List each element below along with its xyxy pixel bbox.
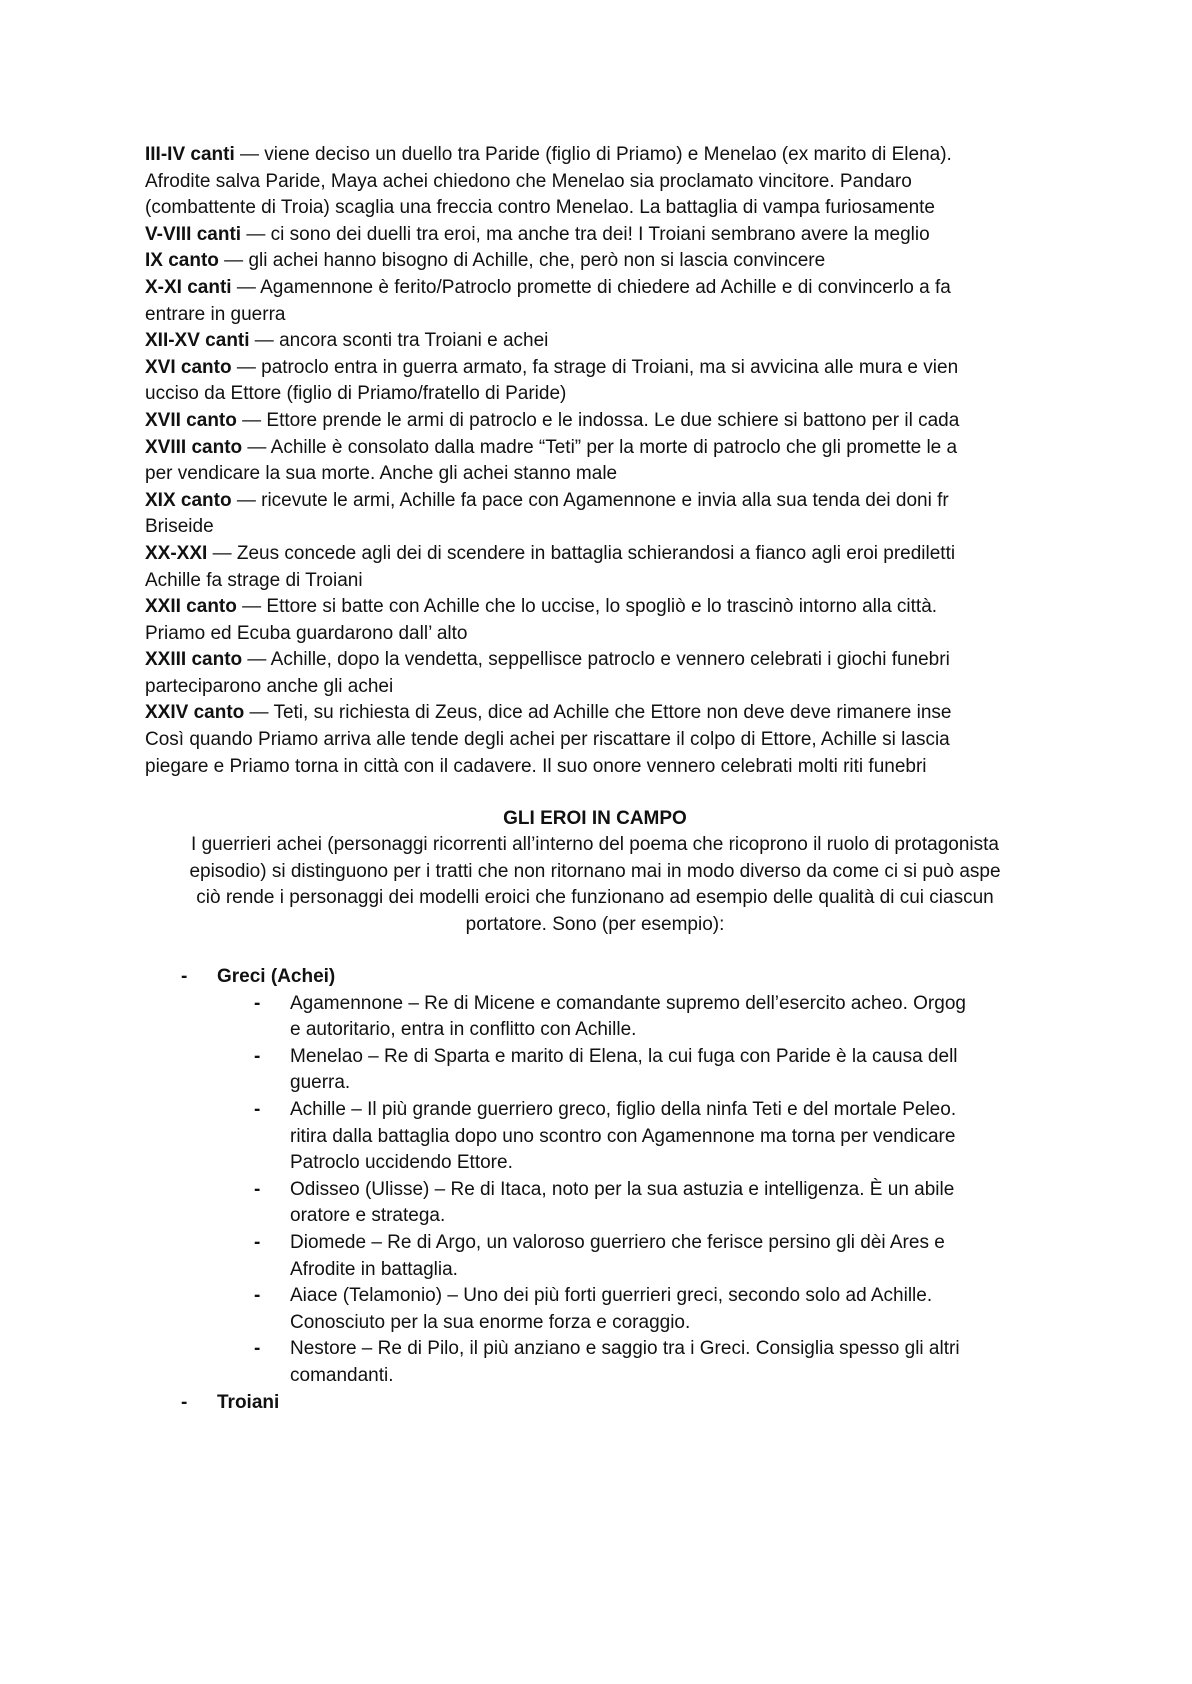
canti-line: [145, 461, 1045, 488]
bullet-dash: -: [254, 1045, 261, 1067]
item-line: ritira dalla battaglia dopo uno scontro con Agamennone ma torna per vendicare: [290, 1125, 956, 1147]
bullet-dash: -: [254, 1178, 261, 1200]
list-item-greci: [0, 964, 1192, 991]
item-line: Agamennone – Re di Micene e comandante supremo dell’esercito acheo. Orgog: [290, 992, 966, 1014]
bullet-dash: -: [181, 966, 188, 987]
bullet-dash: -: [254, 992, 261, 1014]
item-line: Odisseo (Ulisse) – Re di Itaca, noto per la sua astuzia e intelligenza. È un abile: [290, 1178, 955, 1200]
greci-label: Greci (Achei): [217, 966, 336, 987]
canti-line: [145, 195, 1045, 222]
canto-label: XX-XXI: [145, 542, 208, 564]
bullet-dash: -: [254, 1338, 261, 1360]
canto-label: X-XI canti: [145, 276, 232, 298]
canto-label: XXIII canto: [145, 649, 243, 671]
canti-line: [145, 621, 1045, 648]
item-line: Nestore – Re di Pilo, il più anziano e saggio tra i Greci. Consiglia spesso gli altri: [290, 1338, 960, 1360]
canti-line: [145, 435, 1045, 462]
section-heading: GLI EROI IN CAMPO: [503, 808, 687, 829]
canto-label: IX canto: [145, 250, 219, 272]
intro-line: portatore. Sono (per esempio):: [465, 913, 725, 935]
list-item-odisseo: [0, 1177, 1192, 1230]
item-line: Aiace (Telamonio) – Uno dei più forti guerrieri greci, secondo solo ad Achille.: [290, 1285, 933, 1307]
item-line: guerra.: [290, 1072, 351, 1094]
canti-line: [145, 700, 1045, 727]
canto-text: Priamo ed Ecuba guardarono dall’ alto: [145, 622, 468, 644]
canti-line: [145, 594, 1045, 621]
canti-line: [145, 514, 1045, 541]
canto-label: XIX canto: [145, 489, 232, 511]
canto-label: XXIV canto: [145, 702, 245, 724]
canto-text: — Achille è consolato dalla madre “Teti” per la morte di patroclo che gli promette le a: [242, 436, 958, 458]
canto-label: XII-XV canti: [145, 330, 250, 352]
canti-line: [145, 647, 1045, 674]
canti-line: [145, 541, 1045, 568]
canti-line: [145, 488, 1045, 515]
intro-paragraph: [130, 832, 1060, 938]
canto-text: Afrodite salva Paride, Maya achei chiedono che Menelao sia proclamato vincitore. Pandaro: [145, 170, 912, 192]
canto-label: III-IV canti: [145, 144, 235, 165]
item-line: Achille – Il più grande guerriero greco, figlio della ninfa Teti e del mortale Peleo.: [290, 1098, 957, 1120]
canto-label: XVII canto: [145, 409, 237, 431]
canto-text: entrare in guerra: [145, 303, 286, 325]
canto-text: — Teti, su richiesta di Zeus, dice ad Achille che Ettore non deve deve rimanere inse: [244, 702, 952, 724]
canto-text: — patroclo entra in guerra armato, fa strage di Troiani, ma si avvicina alle mura e vien: [231, 356, 959, 378]
canto-text: — ci sono dei duelli tra eroi, ma anche tra dei! I Troiani sembrano avere la meglio: [241, 223, 930, 245]
canto-text: Così quando Priamo arriva alle tende degli achei per riscattare il colpo di Ettore, Achille si lascia: [145, 729, 950, 751]
list-item-aiace: [0, 1283, 1192, 1336]
bullet-dash: -: [254, 1285, 261, 1307]
list-item-nestore: [0, 1336, 1192, 1389]
list-item-agamennone: [0, 991, 1192, 1044]
canto-text: per vendicare la sua morte. Anche gli achei stanno male: [145, 463, 618, 485]
intro-line: I guerrieri achei (personaggi ricorrenti all’interno del poema che ricoprono il ruolo di protagonista: [191, 834, 999, 855]
canti-line: [145, 727, 1045, 754]
item-line: oratore e stratega.: [290, 1205, 446, 1227]
item-line: e autoritario, entra in conflitto con Achille.: [290, 1019, 637, 1041]
canti-line: [145, 302, 1045, 329]
canto-label: XXII canto: [145, 596, 237, 618]
item-line: Diomede – Re di Argo, un valoroso guerriero che ferisce persino gli dèi Ares e: [290, 1231, 945, 1253]
canto-text: — ancora sconti tra Troiani e achei: [249, 330, 549, 352]
canto-text: — Ettore si batte con Achille che lo uccise, lo spogliò e lo trascinò intorno alla città.: [236, 596, 938, 618]
intro-line: ciò rende i personaggi dei modelli eroici che funzionano ad esempio delle qualità di cui ciascun: [196, 887, 994, 909]
intro-line: episodio) si distinguono per i tratti che non ritornano mai in modo diverso da come ci si può aspe: [189, 860, 1001, 882]
canto-text: — Zeus concede agli dei di scendere in battaglia schierandosi a fianco agli eroi prediletti: [207, 542, 956, 564]
canti-line: [145, 328, 1045, 355]
item-line: Afrodite in battaglia.: [290, 1258, 458, 1280]
heroes-list: [0, 964, 1192, 1416]
canto-text: — gli achei hanno bisogno di Achille, che, però non si lascia convincere: [218, 250, 826, 272]
canto-text: (combattente di Troia) scaglia una freccia contro Menelao. La battaglia di vampa furiosamente: [145, 197, 935, 219]
item-line: Conosciuto per la sua enorme forza e coraggio.: [290, 1311, 691, 1333]
canti-line: [145, 248, 1045, 275]
canti-line: [145, 222, 1045, 249]
canto-text: — Ettore prende le armi di patroclo e le indossa. Le due schiere si battono per il cada: [236, 409, 960, 431]
canti-line: [145, 142, 1045, 169]
canto-text: piegare e Priamo torna in città con il cadavere. Il suo onore vennero celebrati molti riti funebri: [145, 755, 927, 777]
canto-text: parteciparono anche gli achei: [145, 675, 394, 697]
canti-line: [145, 568, 1045, 595]
item-line: comandanti.: [290, 1364, 394, 1386]
list-item-diomede: [0, 1230, 1192, 1283]
canti-line: [145, 674, 1045, 701]
list-item-achille: [0, 1097, 1192, 1177]
canto-text: — viene deciso un duello tra Paride (figlio di Priamo) e Menelao (ex marito di Elena).: [234, 144, 952, 165]
list-item-menelao: [0, 1044, 1192, 1097]
canto-label: XVIII canto: [145, 436, 243, 458]
canto-text: Achille fa strage di Troiani: [145, 569, 363, 591]
item-line: Menelao – Re di Sparta e marito di Elena, la cui fuga con Paride è la causa dell: [290, 1045, 958, 1067]
canti-line: [145, 754, 1045, 781]
troiani-label: Troiani: [217, 1391, 280, 1413]
canto-label: XVI canto: [145, 356, 232, 378]
canto-text: Briseide: [145, 516, 214, 538]
list-item-troiani: [0, 1390, 1192, 1417]
bullet-dash: -: [181, 1391, 188, 1413]
canto-text: — Achille, dopo la vendetta, seppellisce patroclo e vennero celebrati i giochi funebri: [242, 649, 950, 671]
canti-line: [145, 275, 1045, 302]
bullet-dash: -: [254, 1231, 261, 1253]
canti-summary: [145, 142, 1045, 780]
item-line: Patroclo uccidendo Ettore.: [290, 1152, 513, 1174]
canti-line: [145, 381, 1045, 408]
canto-text: — Agamennone è ferito/Patroclo promette di chiedere ad Achille e di convincerlo a fa: [231, 276, 951, 298]
canto-label: V-VIII canti: [145, 223, 242, 245]
canti-line: [145, 408, 1045, 435]
canti-line: [145, 355, 1045, 382]
canto-text: ucciso da Ettore (figlio di Priamo/fratello di Paride): [145, 383, 567, 405]
bullet-dash: -: [254, 1098, 261, 1120]
canto-text: — ricevute le armi, Achille fa pace con Agamennone e invia alla sua tenda dei doni fr: [231, 489, 949, 511]
canti-line: [145, 169, 1045, 196]
